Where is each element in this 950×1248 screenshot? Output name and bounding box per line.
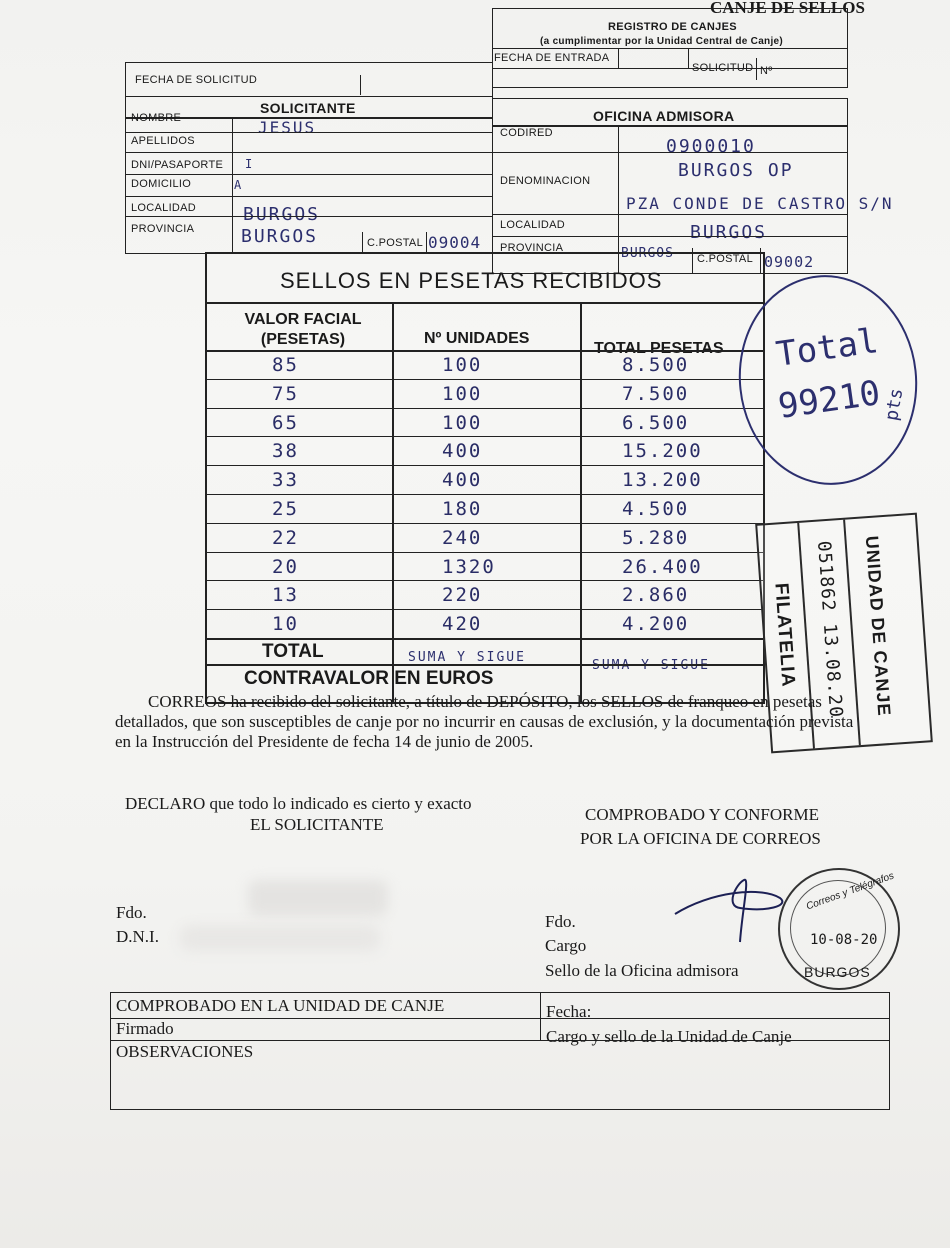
codired-label: CODIRED	[500, 127, 553, 139]
stamp-number-date: 051862 13.08.20	[813, 540, 847, 719]
row-valor-facial: 22	[272, 526, 299, 549]
provincia-label: PROVINCIA	[131, 223, 195, 235]
oficina-cpostal-value: 09002	[764, 253, 815, 271]
row-unidades: 240	[442, 526, 483, 549]
fecha-solicitud-label: FECHA DE SOLICITUD	[135, 74, 258, 86]
postmark-stamp	[778, 868, 900, 990]
row-valor-facial: 38	[272, 440, 299, 463]
row-total-pesetas: 7.500	[622, 382, 690, 405]
fdo-label-left: Fdo.	[116, 903, 147, 922]
stamp-filatelia: FILATELIA	[770, 582, 799, 689]
registro-subtitle: (a cumplimentar por la Unidad Central de Canje)	[540, 36, 784, 47]
row-unidades: 420	[442, 613, 483, 636]
comprobado-text-2: POR LA OFICINA DE CORREOS	[580, 829, 821, 848]
col-total-pesetas: TOTAL PESETAS	[594, 340, 724, 357]
denominacion-value-2: PZA CONDE DE CASTRO S/N	[626, 194, 894, 213]
row-divider	[205, 580, 765, 581]
registro-title: REGISTRO DE CANJES	[608, 21, 737, 33]
circle-total-amount: 99210	[775, 373, 883, 427]
row-valor-facial: 13	[272, 584, 299, 607]
col-valor-facial-line1: VALOR FACIAL	[244, 311, 362, 328]
total-label: TOTAL	[262, 641, 324, 662]
dni-value: I	[245, 157, 255, 171]
row-total-pesetas: 13.200	[622, 469, 703, 492]
provincia-value: BURGOS	[241, 226, 319, 247]
row-divider	[205, 609, 765, 610]
deposito-paragraph: CORREOS ha recibido del solicitante, a título de DEPÓSITO, los SELLOS de franqueo en pesetas detallados, que son susceptibles de canje por no incurrir en causas de exclusión, y la documentación prevista en la Instrucción del Presidente de fecha 14 de junio de 2005.	[115, 692, 854, 751]
row-divider	[205, 465, 765, 466]
redacted-dni	[180, 925, 380, 951]
observaciones-label: OBSERVACIONES	[116, 1042, 254, 1061]
sello-oficina-label: Sello de la Oficina admisora	[545, 961, 739, 980]
postmark-top: Correos y Telégrafos	[804, 870, 896, 913]
form-title: CANJE DE SELLOS	[710, 0, 865, 17]
oficina-localidad-value: BURGOS	[690, 222, 768, 243]
row-total-pesetas: 4.500	[622, 498, 690, 520]
circle-total-unit: pts	[881, 386, 908, 423]
row-unidades: 400	[442, 440, 483, 463]
nombre-label: NOMBRE	[131, 112, 182, 124]
dni-label-left: D.N.I.	[116, 927, 159, 946]
stamp-unidad: UNIDAD DE CANJE	[861, 535, 895, 718]
redacted-signature	[248, 880, 388, 916]
codired-value: 0900010	[666, 136, 756, 157]
comprobado-text-1: COMPROBADO Y CONFORME	[585, 805, 819, 824]
solicitud-label: SOLICITUD	[692, 62, 754, 74]
oficina-localidad-label: LOCALIDAD	[500, 219, 566, 231]
row-divider	[205, 494, 765, 495]
total-pesetas-value: SUMA Y SIGUE	[592, 658, 710, 673]
dni-label: DNI/PASAPORTE	[131, 159, 224, 171]
row-total-pesetas: 2.860	[622, 584, 690, 607]
comprobado-unidad-label: COMPROBADO EN LA UNIDAD DE CANJE	[116, 996, 445, 1015]
row-total-pesetas: 15.200	[622, 440, 703, 463]
circle-total-word: Total	[773, 321, 881, 375]
localidad-label: LOCALIDAD	[131, 202, 197, 214]
col-valor-facial	[228, 310, 378, 350]
row-valor-facial: 65	[272, 411, 299, 434]
row-divider	[205, 436, 765, 437]
denominacion-value-1: BURGOS OP	[678, 160, 794, 181]
row-total-pesetas: 4.200	[622, 613, 690, 636]
cargo-sello-unidad-label: Cargo y sello de la Unidad de Canje	[546, 1027, 792, 1046]
domicilio-label: DOMICILIO	[131, 178, 192, 190]
oficina-provincia-value: BURGOS	[621, 246, 674, 261]
row-valor-facial: 20	[272, 555, 299, 578]
fecha-entrada-label: FECHA DE ENTRADA	[494, 52, 610, 64]
row-divider	[205, 408, 765, 409]
row-unidades: 100	[442, 354, 483, 376]
sellos-table-title: SELLOS EN PESETAS RECIBIDOS	[280, 268, 663, 293]
oficina-provincia-label: PROVINCIA	[500, 242, 564, 254]
localidad-value: BURGOS	[243, 204, 321, 225]
row-unidades: 180	[442, 498, 483, 520]
row-unidades: 1320	[442, 555, 496, 578]
row-total-pesetas: 26.400	[622, 555, 703, 578]
nombre-value: JESUS	[258, 118, 317, 137]
apellidos-label: APELLIDOS	[131, 135, 195, 147]
el-solicitante-text: EL SOLICITANTE	[250, 815, 384, 834]
cargo-label: Cargo	[545, 936, 587, 955]
oficina-cpostal-label: C.POSTAL	[697, 253, 753, 265]
row-valor-facial: 10	[272, 613, 299, 636]
row-divider	[205, 523, 765, 524]
postmark-city: BURGOS	[804, 964, 871, 980]
cpostal-value: 09004	[428, 233, 482, 252]
row-valor-facial: 33	[272, 469, 299, 492]
oficina-title: OFICINA ADMISORA	[593, 108, 735, 124]
row-total-pesetas: 5.280	[622, 526, 690, 549]
row-divider	[205, 552, 765, 553]
col-unidades: Nº UNIDADES	[424, 330, 530, 347]
solicitante-title: SOLICITANTE	[260, 100, 356, 116]
total-unidades-value: SUMA Y SIGUE	[408, 650, 526, 665]
row-unidades: 400	[442, 469, 483, 492]
postmark-date: 10-08-20	[810, 932, 878, 948]
row-unidades: 220	[442, 584, 483, 607]
row-unidades: 100	[442, 411, 483, 434]
cpostal-label: C.POSTAL	[367, 237, 423, 249]
domicilio-value: A	[234, 178, 244, 192]
fecha-label: Fecha:	[546, 1002, 592, 1021]
col-valor-facial-line2: (PESETAS)	[260, 331, 346, 348]
solicitud-num-label: Nº	[760, 65, 773, 77]
row-total-pesetas: 8.500	[622, 354, 690, 376]
row-unidades: 100	[442, 382, 483, 405]
row-valor-facial: 25	[272, 498, 299, 520]
declaro-text: DECLARO que todo lo indicado es cierto y exacto	[125, 794, 472, 813]
row-total-pesetas: 6.500	[622, 411, 690, 434]
row-divider	[205, 379, 765, 380]
row-valor-facial: 85	[272, 354, 299, 376]
fdo-label-right: Fdo.	[545, 912, 576, 931]
firmado-label: Firmado	[116, 1019, 174, 1038]
row-valor-facial: 75	[272, 382, 299, 405]
contravalor-label: CONTRAVALOR EN EUROS	[244, 668, 494, 689]
denominacion-label: DENOMINACION	[500, 175, 591, 187]
